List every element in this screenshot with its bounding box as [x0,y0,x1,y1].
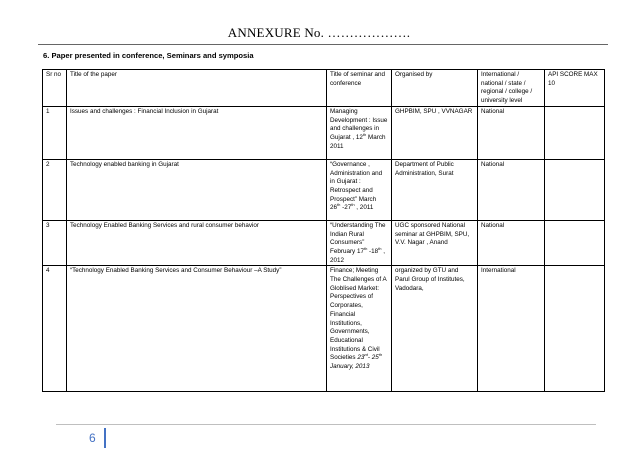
footer-divider [56,424,596,425]
paper-title-cell: Issues and challenges : Financial Inclusion in Gujarat [67,106,327,159]
column-header-sr-no: Sr no [43,70,67,107]
column-header-api-score: API SCORE MAX 10 [545,70,605,107]
column-header-level: International / national / state / regional / college / university level [478,70,545,107]
superscript: th [337,202,341,208]
superscript: th [378,245,382,251]
paper-title-cell: Technology Enabled Banking Services and rural consumer behavior [67,220,327,266]
seminar-text-mid: -18 [367,247,379,255]
seminar-cell [327,220,392,266]
sr-no-cell: 3 [43,220,67,266]
seminar-text-tail: , 2011 [354,204,374,212]
paper-title-cell: “Technology Enabled Banking Services and Consumer Behaviour –A Study” [67,266,327,392]
level-cell: National [478,106,545,159]
table-row [43,266,605,392]
api-score-cell [545,266,605,392]
sr-no-cell: 4 [43,266,67,392]
table-row [43,159,605,220]
paper-title-cell: Technology enabled banking in Gujarat [67,159,327,220]
api-score-cell [545,106,605,159]
superscript: th [363,245,368,251]
seminar-text-tail: March 2011 [330,133,386,150]
seminar-text-tail: , 2012 [330,247,385,264]
table-row [43,220,605,266]
table-row [43,106,605,159]
api-score-cell [545,159,605,220]
seminar-text: Finance; Meeting The Challenges of A Globlised Market: Perspectives of Corporates, Financial Institutions, Governments, Educational Institutions & Civil Societies [330,267,387,362]
table-header-row [43,70,605,107]
seminar-text: “Understanding The Indian Rural Consumers” February 17 [330,221,386,255]
level-cell: International [478,266,545,392]
api-score-cell [545,220,605,266]
seminar-date-start: 23 [357,354,365,362]
papers-table [42,69,605,392]
superscript: rd [364,352,368,358]
annexure-title: ANNEXURE No. ………………. [227,25,411,40]
level-cell: National [478,159,545,220]
level-cell: National [478,220,545,266]
page-number-bar [104,428,106,448]
seminar-cell [327,106,392,159]
seminar-cell [327,159,392,220]
sr-no-cell: 2 [43,159,67,220]
organised-by-cell: GHPBIM, SPU , VVNAGAR [392,106,478,159]
column-header-title: Title of the paper [67,70,327,107]
seminar-text: “Governance , Administration and in Gujarat : Retrospect and Prospect” March 26 [330,160,383,212]
superscript: th [351,202,355,208]
superscript: th [362,131,367,137]
column-header-organised-by: Organised by [392,70,478,107]
organised-by-cell: UGC sponsored National seminar at GHPBIM, SPU, V.V. Nagar , Anand [392,220,478,266]
seminar-date-tail: January, 2013 [330,363,370,371]
seminar-text-mid: -27 [340,204,352,212]
column-header-seminar: Title of seminar and conference [327,70,392,107]
section-heading: 6. Paper presented in conference, Seminars and symposia [43,51,254,60]
organised-by-cell: Department of Public Administration, Surat [392,159,478,220]
seminar-date-end: - 25 [367,354,379,362]
seminar-cell [327,266,392,392]
superscript: th [378,352,383,358]
page-number: 6 [89,431,96,445]
sr-no-cell: 1 [43,106,67,159]
organised-by-cell: organized by GTU and Parul Group of Institutes, Vadodara, [392,266,478,392]
header-divider [38,44,608,45]
seminar-text: Managing Development : Issue and challenges in Gujarat , 12 [330,107,388,141]
